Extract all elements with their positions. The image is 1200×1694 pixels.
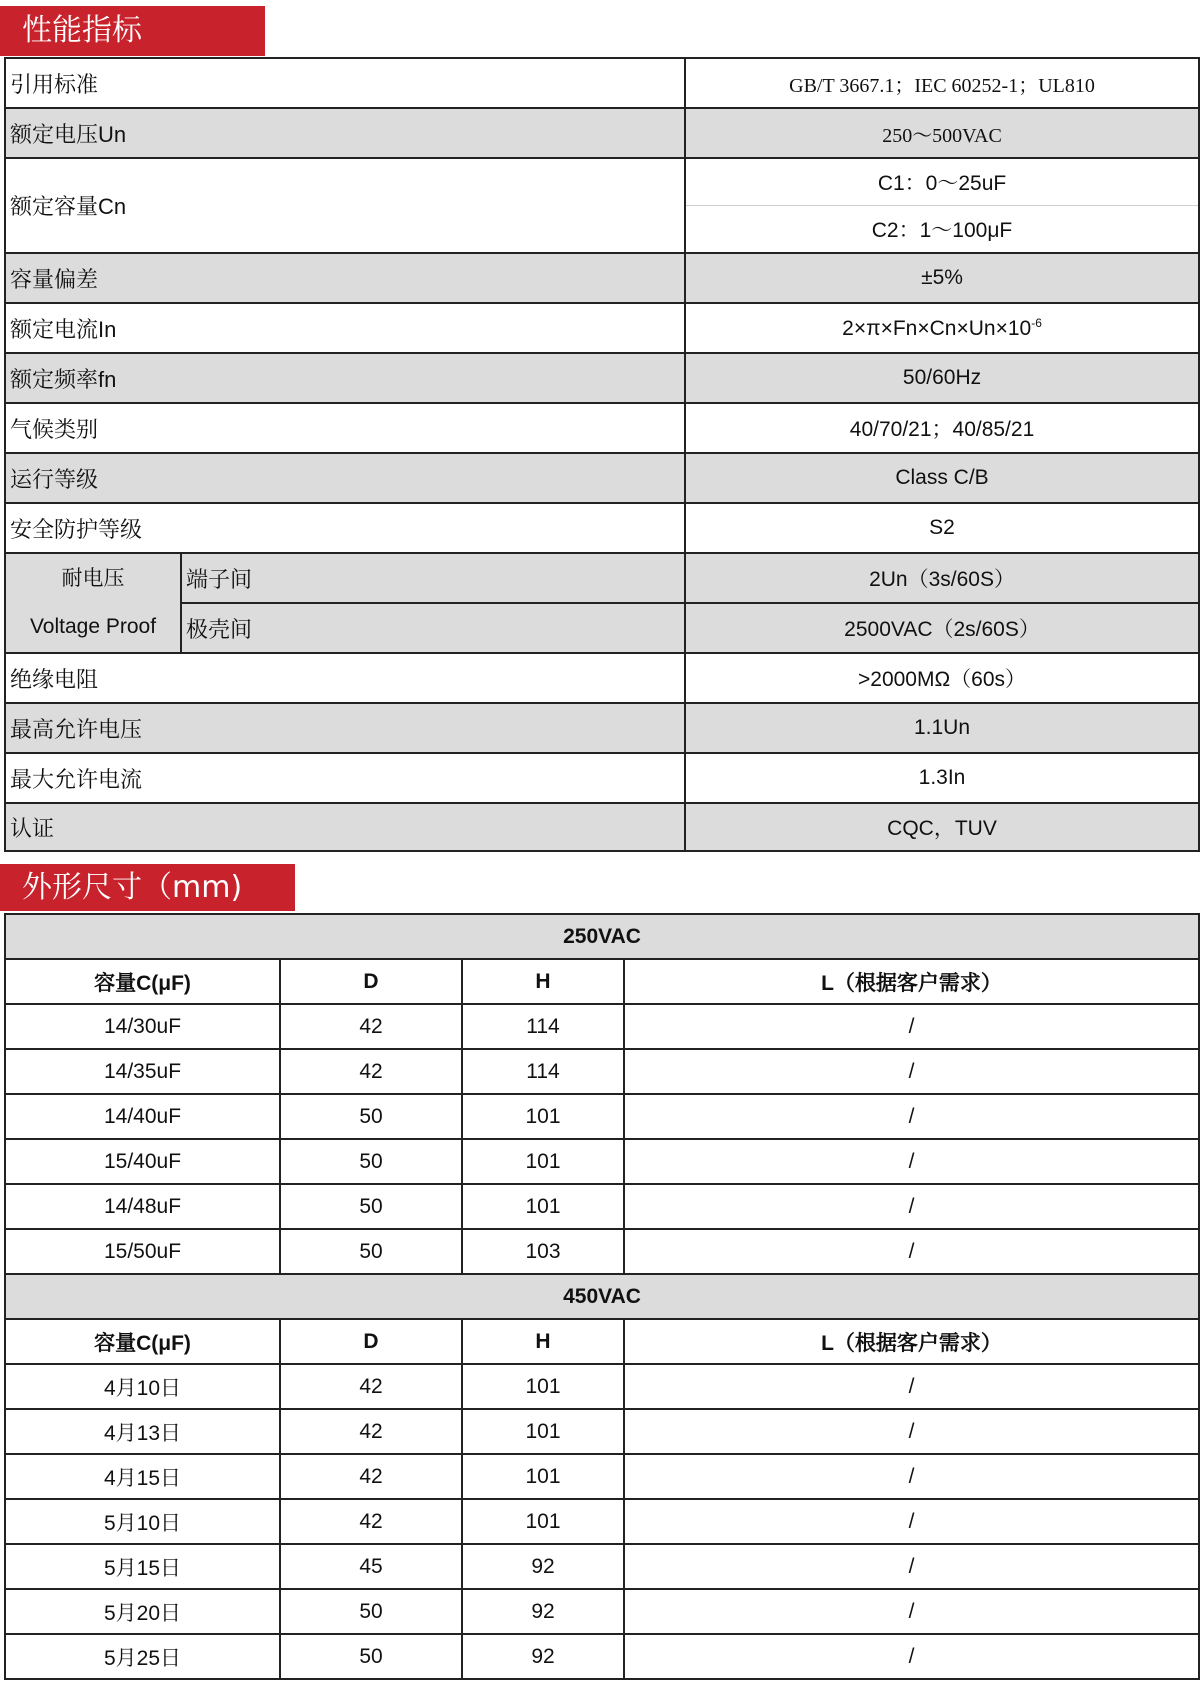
spec-value: >2000MΩ（60s）: [685, 653, 1199, 703]
column-header: D: [280, 1319, 462, 1364]
table-row: [5, 1499, 1199, 1544]
spec-value: S2: [685, 503, 1199, 553]
table-cell: 42: [280, 1004, 462, 1049]
spec-value: 250～500VAC: [685, 108, 1199, 158]
column-header: 容量C(μF): [5, 1319, 280, 1364]
spec-label: 气候类别: [5, 403, 685, 453]
spec-label: 额定容量Cn: [5, 158, 685, 253]
spec-row: [5, 503, 1199, 553]
table-cell: 15/50uF: [5, 1229, 280, 1274]
spec-label: 认证: [5, 803, 685, 851]
spec-label: 端子间: [181, 553, 685, 603]
spec-row: [5, 803, 1199, 851]
table-row: [5, 1364, 1199, 1409]
spec-label: 绝缘电阻: [5, 653, 685, 703]
dimensions-table: [4, 913, 1200, 1680]
table-cell: 101: [462, 1364, 624, 1409]
table-cell: /: [624, 1184, 1199, 1229]
column-header: H: [462, 959, 624, 1004]
performance-spec-table: [4, 57, 1200, 852]
table-cell: 15/40uF: [5, 1139, 280, 1184]
table-cell: /: [624, 1499, 1199, 1544]
table-cell: 103: [462, 1229, 624, 1274]
spec-value: 1.1Un: [685, 703, 1199, 753]
table-cell: 50: [280, 1229, 462, 1274]
table-cell: 14/30uF: [5, 1004, 280, 1049]
table-cell: 42: [280, 1499, 462, 1544]
table-cell: 114: [462, 1049, 624, 1094]
table-cell: 5月15日: [5, 1544, 280, 1589]
table-cell: 101: [462, 1139, 624, 1184]
table-cell: 5月20日: [5, 1589, 280, 1634]
table-cell: 5月25日: [5, 1634, 280, 1679]
spec-row: [5, 58, 1199, 108]
spec-row: [5, 753, 1199, 803]
table-row: [5, 1004, 1199, 1049]
spec-value: GB/T 3667.1；IEC 60252-1；UL810: [685, 58, 1199, 108]
table-cell: /: [624, 1049, 1199, 1094]
column-header: D: [280, 959, 462, 1004]
table-cell: 50: [280, 1589, 462, 1634]
table-cell: /: [624, 1229, 1199, 1274]
table-cell: 42: [280, 1454, 462, 1499]
column-header: 容量C(μF): [5, 959, 280, 1004]
spec-value: 2500VAC（2s/60S）: [685, 603, 1199, 653]
table-header-row: [5, 1319, 1199, 1364]
spec-value: C1：0～25uF: [685, 158, 1199, 206]
rated-current-formula: 2×π×Fn×Cn×Un×10: [842, 316, 1032, 340]
spec-row: [5, 453, 1199, 503]
table-row: [5, 1184, 1199, 1229]
table-cell: /: [624, 1094, 1199, 1139]
spec-value: CQC，TUV: [685, 803, 1199, 851]
spec-row: [5, 253, 1199, 303]
dimensions-section-title: 外形尺寸（mm): [0, 864, 295, 911]
table-cell: 4月15日: [5, 1454, 280, 1499]
table-row: [5, 1454, 1199, 1499]
table-cell: 5月10日: [5, 1499, 280, 1544]
table-cell: 50: [280, 1139, 462, 1184]
voltage-proof-label-cn: 耐电压: [61, 567, 125, 590]
spec-label: 引用标准: [5, 58, 685, 108]
table-row: [5, 1634, 1199, 1679]
table-row: [5, 1409, 1199, 1454]
table-cell: 92: [462, 1544, 624, 1589]
table-cell: 101: [462, 1454, 624, 1499]
table-cell: 4月10日: [5, 1364, 280, 1409]
table-cell: 101: [462, 1094, 624, 1139]
spec-label: 安全防护等级: [5, 503, 685, 553]
table-cell: 50: [280, 1634, 462, 1679]
table-cell: 42: [280, 1409, 462, 1454]
table-row: [5, 1049, 1199, 1094]
table-row: [5, 1094, 1199, 1139]
spec-row: [5, 653, 1199, 703]
table-cell: 50: [280, 1184, 462, 1229]
spec-label: 最大允许电流: [5, 753, 685, 803]
spec-label: 运行等级: [5, 453, 685, 503]
spec-row: [5, 553, 1199, 603]
spec-label: 极壳间: [181, 603, 685, 653]
table-cell: /: [624, 1409, 1199, 1454]
table-cell: 92: [462, 1634, 624, 1679]
spec-row: [5, 603, 1199, 653]
spec-value: 2Un（3s/60S）: [685, 553, 1199, 603]
spec-value: 40/70/21；40/85/21: [685, 403, 1199, 453]
table-row: [5, 1229, 1199, 1274]
spec-label: 额定频率fn: [5, 353, 685, 403]
table-cell: 50: [280, 1094, 462, 1139]
spec-row: [5, 703, 1199, 753]
voltage-group-title: 450VAC: [5, 1274, 1199, 1319]
voltage-group-row: [5, 1274, 1199, 1319]
table-cell: 14/48uF: [5, 1184, 280, 1229]
spec-row: [5, 108, 1199, 158]
table-row: [5, 1139, 1199, 1184]
table-cell: /: [624, 1454, 1199, 1499]
spec-value: ±5%: [685, 253, 1199, 303]
table-cell: 101: [462, 1409, 624, 1454]
spec-row: [5, 303, 1199, 353]
table-header-row: [5, 959, 1199, 1004]
table-row: [5, 1589, 1199, 1634]
table-cell: 42: [280, 1364, 462, 1409]
table-cell: 92: [462, 1589, 624, 1634]
rated-current-exponent: -6: [1031, 315, 1042, 330]
table-cell: 14/35uF: [5, 1049, 280, 1094]
column-header: L（根据客户需求）: [624, 1319, 1199, 1364]
table-cell: /: [624, 1139, 1199, 1184]
spec-row: [5, 158, 1199, 206]
column-header: L（根据客户需求）: [624, 959, 1199, 1004]
spec-value: C2：1～100μF: [685, 206, 1199, 254]
spec-value: Class C/B: [685, 453, 1199, 503]
spec-label: 最高允许电压: [5, 703, 685, 753]
spec-value: [685, 303, 1199, 353]
voltage-group-row: [5, 914, 1199, 959]
voltage-proof-label-en: Voltage Proof: [29, 615, 157, 638]
table-cell: 14/40uF: [5, 1094, 280, 1139]
column-header: H: [462, 1319, 624, 1364]
voltage-group-title: 250VAC: [5, 914, 1199, 959]
table-row: [5, 1544, 1199, 1589]
spec-value: 1.3In: [685, 753, 1199, 803]
table-cell: 45: [280, 1544, 462, 1589]
table-cell: /: [624, 1589, 1199, 1634]
table-cell: /: [624, 1634, 1199, 1679]
table-cell: 42: [280, 1049, 462, 1094]
spec-value: 50/60Hz: [685, 353, 1199, 403]
table-cell: /: [624, 1544, 1199, 1589]
table-cell: /: [624, 1004, 1199, 1049]
spec-label: 容量偏差: [5, 253, 685, 303]
table-cell: /: [624, 1364, 1199, 1409]
performance-section-title: 性能指标: [0, 6, 265, 56]
spec-row: [5, 403, 1199, 453]
voltage-proof-label: [5, 553, 181, 653]
spec-row: [5, 353, 1199, 403]
table-cell: 114: [462, 1004, 624, 1049]
table-cell: 101: [462, 1499, 624, 1544]
table-cell: 4月13日: [5, 1409, 280, 1454]
spec-label: 额定电流In: [5, 303, 685, 353]
table-cell: 101: [462, 1184, 624, 1229]
spec-label: 额定电压Un: [5, 108, 685, 158]
